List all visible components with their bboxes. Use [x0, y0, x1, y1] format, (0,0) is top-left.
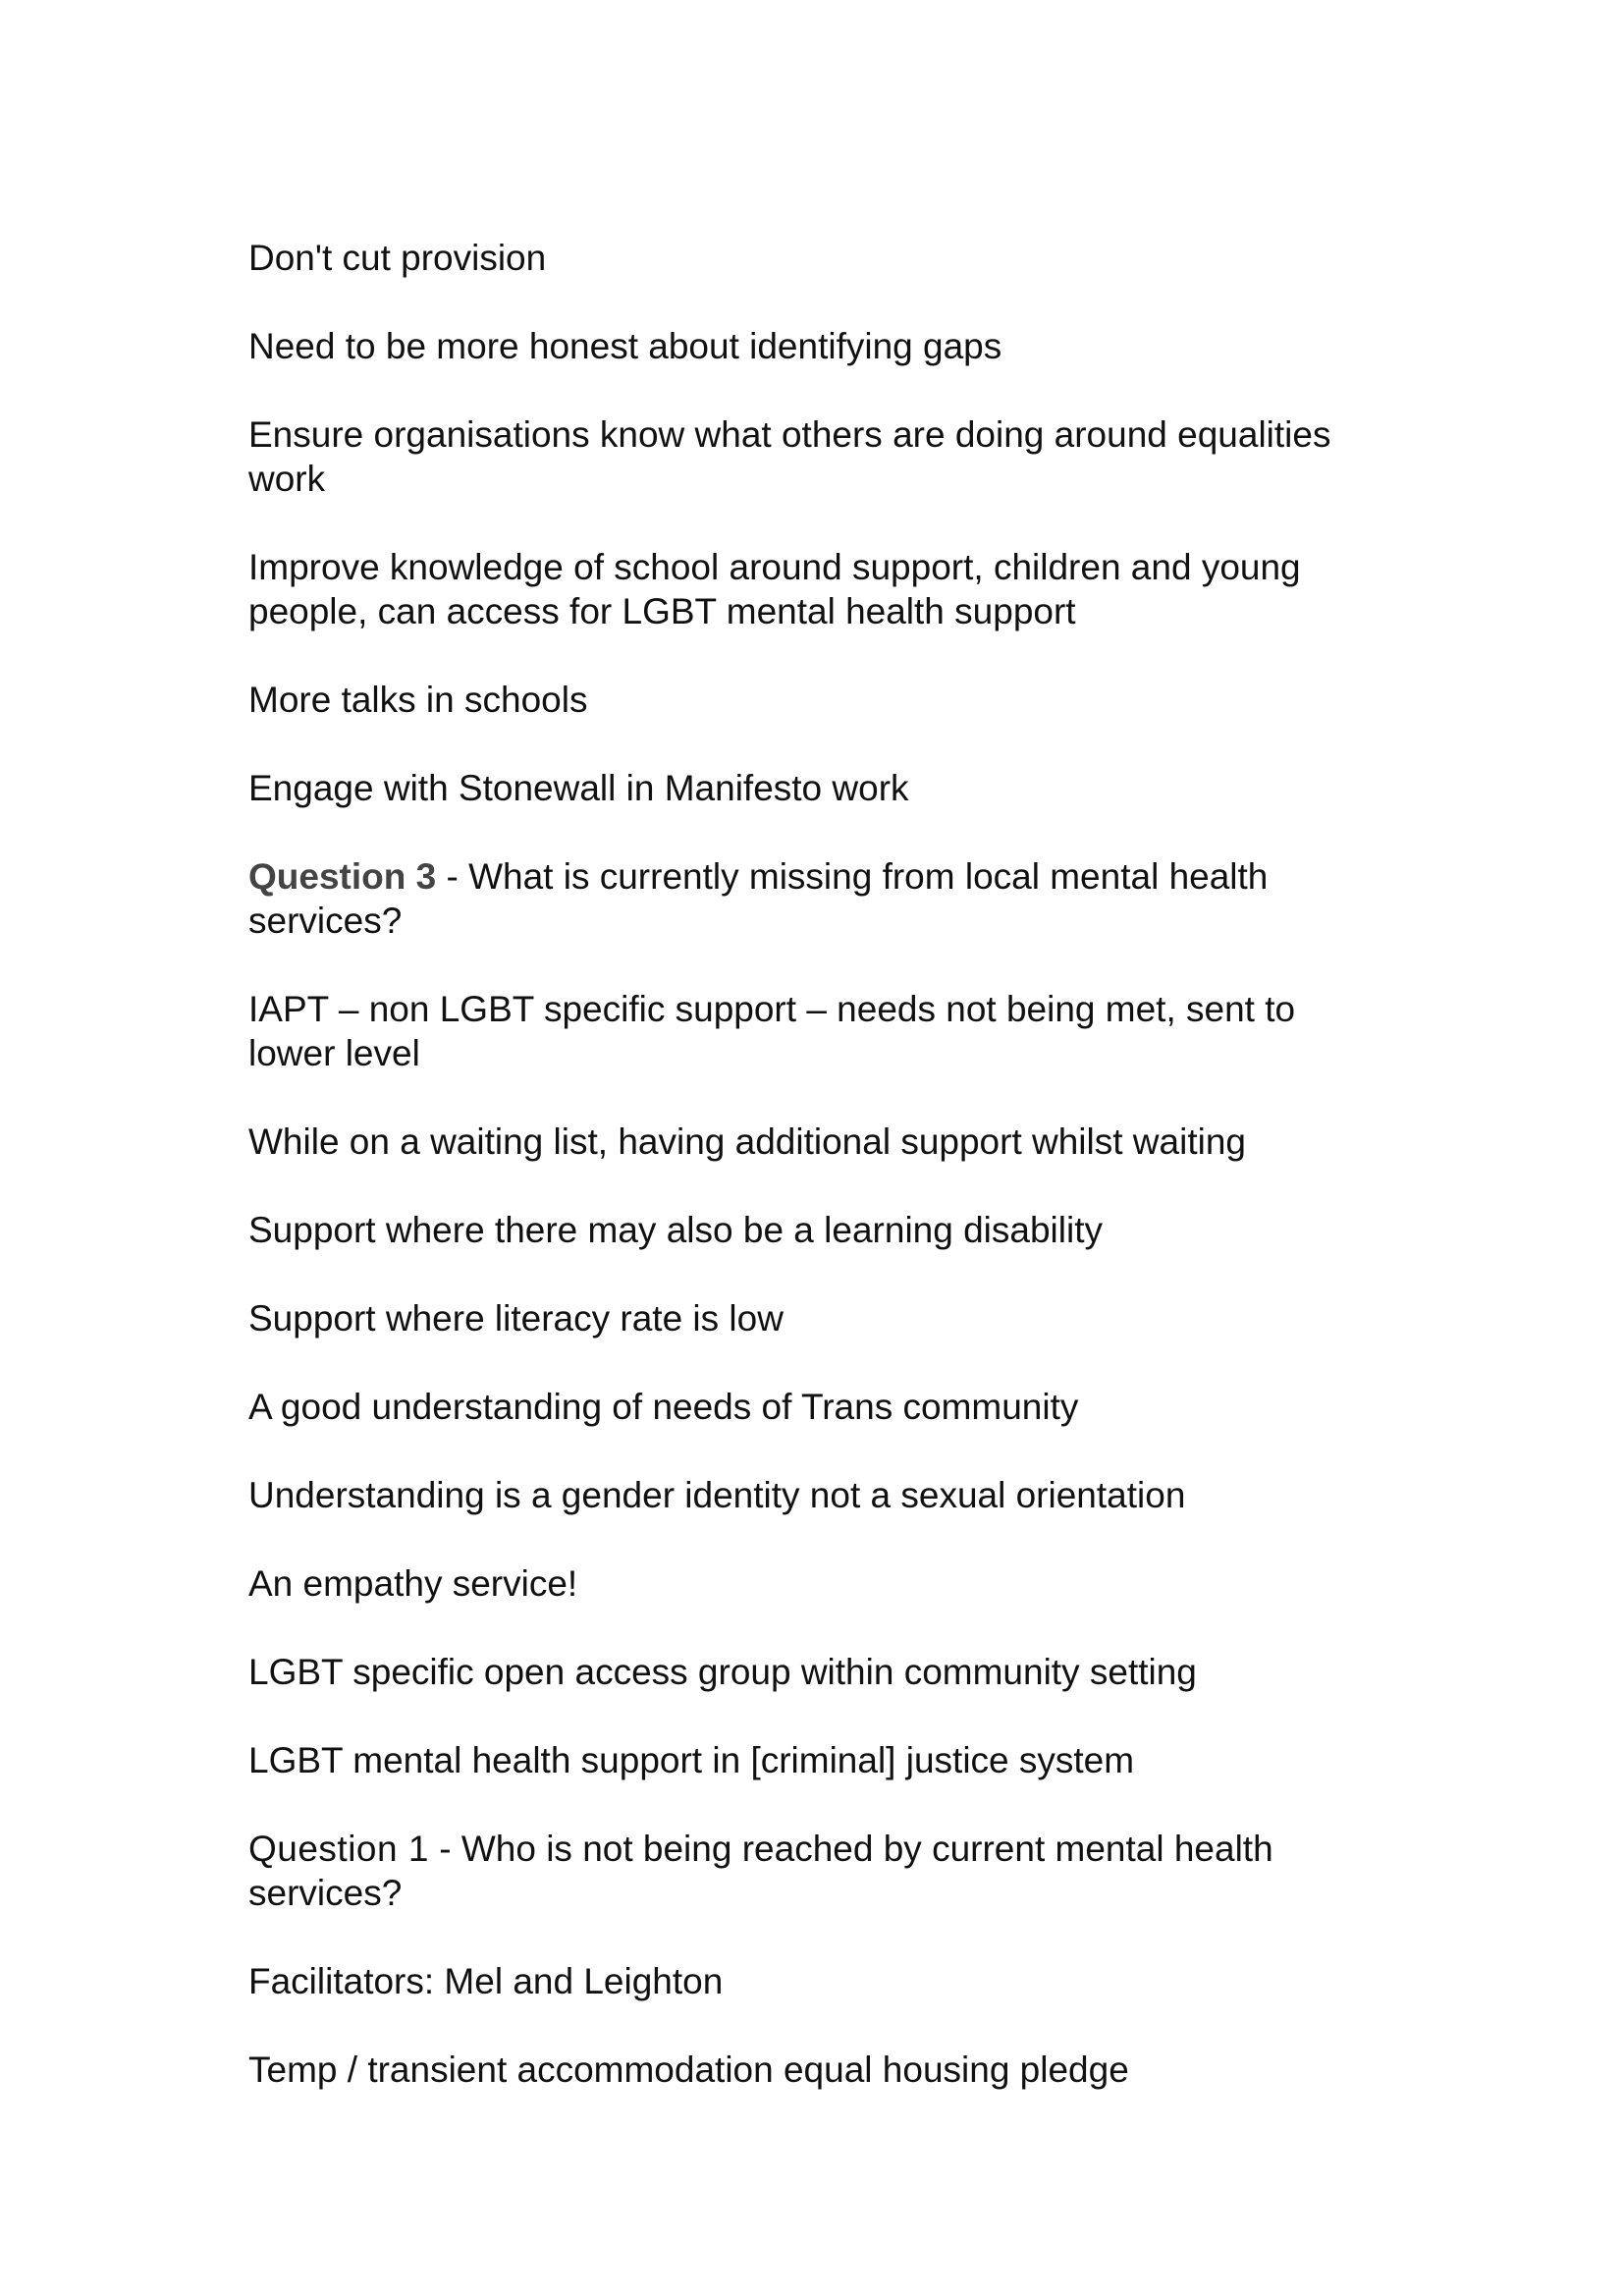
missing-item: An empathy service! — [248, 1563, 578, 1604]
question-1-label: Question 1 — [248, 1829, 429, 1869]
missing-item: Understanding is a gender identity not a sexual orientation — [248, 1475, 1186, 1515]
paragraph: Don't cut provision — [248, 238, 547, 278]
missing-item: LGBT mental health support in [criminal] justice system — [248, 1740, 1135, 1780]
paragraph: Engage with Stonewall in Manifesto work — [248, 768, 909, 808]
facilitators-line: Facilitators: Mel and Leighton — [248, 1961, 724, 2001]
missing-item: Support where literacy rate is low — [248, 1298, 784, 1339]
question-1-heading — [248, 1827, 1387, 1915]
paragraph: Improve knowledge of school around support, children and young people, can access for LGBT mental health support — [248, 547, 1301, 631]
missing-item: IAPT – non LGBT specific support – needs not being met, sent to lower level — [248, 989, 1296, 1073]
missing-item: While on a waiting list, having additional support whilst waiting — [248, 1121, 1246, 1162]
missing-item: LGBT specific open access group within community setting — [248, 1652, 1197, 1692]
question-3-heading — [248, 854, 1387, 943]
paragraph: Ensure organisations know what others are doing around equalities work — [248, 414, 1331, 499]
paragraph: Temp / transient accommodation equal housing pledge — [248, 2050, 1129, 2090]
question-1-text: - Who is not being reached by current mental health services? — [248, 1829, 1273, 1913]
paragraph: Need to be more honest about identifying gaps — [248, 326, 1002, 366]
missing-item: A good understanding of needs of Trans community — [248, 1387, 1079, 1427]
document-content — [248, 236, 1387, 2136]
paragraph: More talks in schools — [248, 680, 588, 720]
question-3-label: Question 3 — [248, 856, 437, 897]
question-3-text: - What is currently missing from local mental health services? — [248, 856, 1269, 941]
missing-item: Support where there may also be a learning disability — [248, 1210, 1103, 1250]
